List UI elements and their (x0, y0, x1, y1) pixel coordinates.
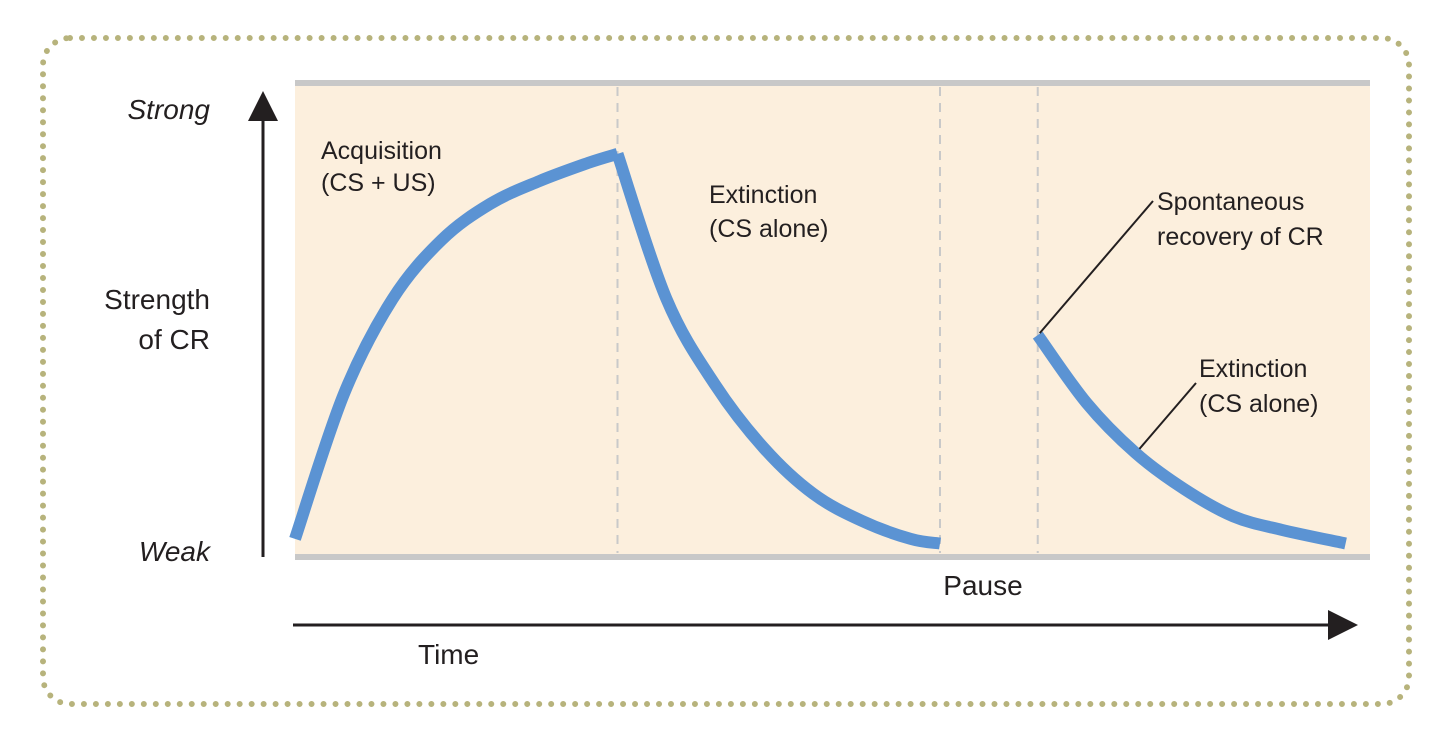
pause-label: Pause (943, 570, 1023, 601)
annotation-spontaneous-recovery-line-1: Spontaneous (1157, 188, 1305, 216)
y-tick-strong: Strong (127, 94, 210, 125)
annotation-spontaneous-recovery-line-2: recovery of CR (1157, 223, 1324, 251)
annotation-extinction-line-1: Extinction (1199, 355, 1308, 383)
phase-label-extinction: Extinction (709, 181, 818, 209)
phase-label-acquisition: Acquisition (321, 137, 442, 165)
x-axis-label: Time (418, 639, 480, 670)
y-axis-label-line-2: of CR (138, 324, 210, 355)
y-tick-weak: Weak (138, 536, 210, 567)
annotation-extinction-line-2: (CS alone) (1199, 390, 1319, 418)
y-axis-label-line-1: Strength (104, 284, 210, 315)
phase-sublabel-acquisition: (CS + US) (321, 169, 436, 197)
plot-area (295, 83, 1370, 557)
phase-sublabel-extinction: (CS alone) (709, 215, 829, 243)
